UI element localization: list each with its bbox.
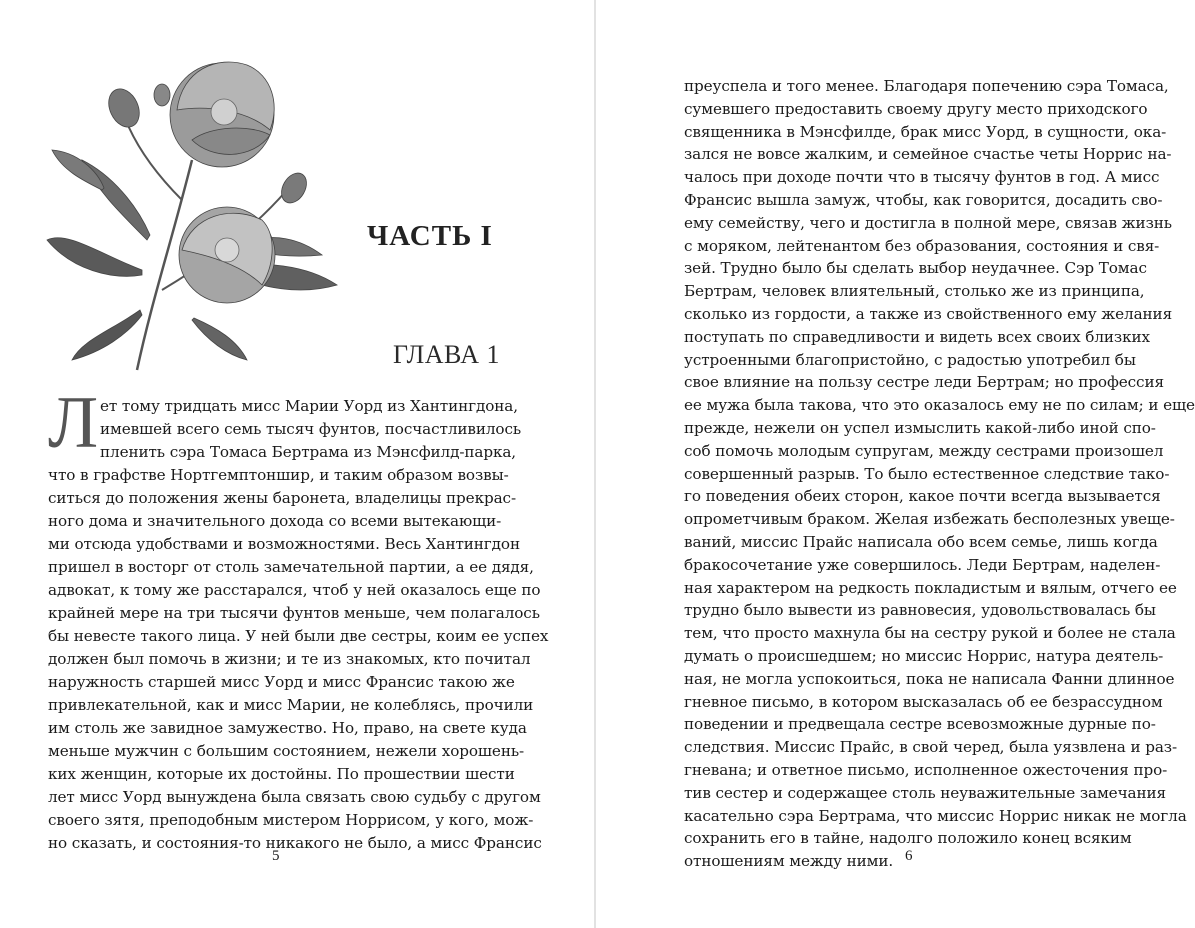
text-line: думать о происшедшем; но миссис Норрис, натура деятель- — [684, 647, 1164, 665]
text-line: тем, что просто махнула бы на сестру рукой и более не стала — [684, 624, 1176, 643]
text-line: лет мисс Уорд вынуждена была связать свою судьбу с другом — [48, 788, 541, 806]
text-line: ситься до положения жены баронета, владелицы прекрас- — [48, 489, 516, 507]
text-line: трудно было вывести из равновесия, удовольствовалась бы — [684, 601, 1156, 620]
text-line: Франсис вышла замуж, чтобы, как говорится, досадить сво- — [684, 191, 1163, 209]
text-line: зался не вовсе жалким, и семейное счастье четы Норрис на- — [684, 145, 1172, 164]
text-line: свое влияние на пользу сестре леди Бертрам; но профессия — [684, 373, 1164, 392]
text-line: бы невесте такого лица. У ней были две сестры, коим ее успех — [48, 627, 549, 645]
text-line: го поведения обеих сторон, какое почти всегда вызывается — [684, 487, 1161, 506]
text-line: им столь же завидное замужество. Но, право, на свете куда — [48, 719, 527, 737]
text-line: зей. Трудно было бы сделать выбор неудачнее. Сэр Томас — [684, 259, 1147, 278]
drop-cap: Л — [48, 382, 99, 464]
text-line: поступать по справедливости и видеть всех своих близких — [684, 327, 1150, 346]
text-line: крайней мере на три тысячи фунтов меньше, чем полагалось — [48, 604, 540, 622]
text-line: ми отсюда удобствами и возможностями. Весь Хантингдон — [48, 535, 520, 553]
page-number: 6 — [905, 848, 913, 864]
text-line: преуспела и того менее. Благодаря попечению сэра Томаса, — [684, 77, 1169, 95]
text-line: соб помочь молодым супругам, между сестрами произошел — [684, 441, 1164, 460]
text-line: наружность старшей мисс Уорд и мисс Франсис такою же — [48, 673, 515, 691]
text-line: своего зятя, преподобным мистером Норрисом, у кого, мож- — [48, 811, 534, 829]
text-line: поведении и предвещала сестре всевозможные дурные по- — [684, 715, 1156, 734]
text-line: прежде, нежели он успел измыслить какой-либо иной спо- — [684, 419, 1156, 437]
text-line: имевшей всего семь тысяч фунтов, посчастливилось — [100, 420, 522, 438]
text-line: следствия. Миссис Прайс, в свой черед, была уязвлена и раз- — [684, 738, 1178, 757]
text-line: с моряком, лейтенантом без образования, состояния и свя- — [684, 236, 1160, 255]
text-line: что в графстве Нортгемптоншир, и таким образом возвы- — [48, 466, 509, 484]
text-line: опрометчивым браком. Желая избежать бесполезных увеще- — [684, 510, 1175, 529]
text-line: ная, не могла успокоиться, пока не написала Фанни длинное — [684, 669, 1175, 688]
part-title: ЧАСТЬ I — [367, 220, 493, 252]
text-line: гневана; и ответное письмо, исполненное ожесточения про- — [684, 761, 1168, 779]
text-line: меньше мужчин с большим состоянием, нежели хорошень- — [48, 742, 525, 760]
text-line: священника в Мэнсфилде, брак мисс Уорд, в сущности, ока- — [684, 122, 1167, 141]
text-line: тив сестер и содержащее столь неуважительные замечания — [684, 783, 1166, 802]
text-line: адвокат, к тому же расстарался, чтоб у ней оказалось еще по — [48, 581, 541, 599]
text-line: бракосочетание уже совершилось. Леди Бертрам, наделен- — [684, 555, 1161, 574]
text-line: гневное письмо, в котором высказалась об ее безрассудном — [684, 692, 1163, 711]
text-line: ее мужа была такова, что это оказалось ему не по силам; и еще — [684, 396, 1195, 415]
text-line: привлекательной, как и мисс Марии, не колеблясь, прочили — [48, 696, 534, 714]
text-line: ного дома и значительного дохода со всеми вытекающи- — [48, 512, 502, 530]
text-line: ет тому тридцать мисс Марии Уорд из Хантингдона, — [100, 397, 518, 415]
text-line: ему семейству, чего и достигла в полной мере, связав жизнь — [684, 213, 1172, 232]
text-line: устроенными благопристойно, с радостью употребил бы — [684, 350, 1136, 369]
text-line: совершенный разрыв. То было естественное следствие тако- — [684, 464, 1170, 483]
text-line: Бертрам, человек влиятельный, столько же из принципа, — [684, 282, 1145, 301]
text-line: сколько из гордости, а также из свойственного ему желания — [684, 305, 1173, 323]
text-line: но сказать, и состояния-то никакого не было, а мисс Франсис — [48, 834, 542, 852]
text-line: чалось при доходе почти что в тысячу фунтов в год. А мисс — [684, 168, 1160, 187]
text-line: касательно сэра Бертрама, что миссис Норрис никак не могла — [684, 806, 1187, 825]
text-line: сумевшего предоставить своему другу место приходского — [684, 99, 1148, 118]
text-line: сохранить его в тайне, надолго положило конец всяким — [684, 829, 1132, 848]
chapter-title: ГЛАВА 1 — [393, 340, 500, 369]
text-line: пришел в восторг от столь замечательной партии, а ее дядя, — [48, 558, 534, 576]
text-line: ваний, миссис Прайс написала обо всем семье, лишь когда — [684, 533, 1158, 551]
text-line: ких женщин, которые их достойны. По прошествии шести — [48, 765, 515, 783]
text-line: ная характером на редкость покладистым и вялым, отчего ее — [684, 578, 1177, 597]
text-line: отношениям между ними. — [684, 852, 894, 871]
text-line: должен был помочь в жизни; и те из знакомых, кто почитал — [48, 650, 531, 668]
text-line: пленить сэра Томаса Бертрама из Мэнсфилд-парка, — [100, 443, 517, 461]
page-number: 5 — [272, 848, 280, 864]
